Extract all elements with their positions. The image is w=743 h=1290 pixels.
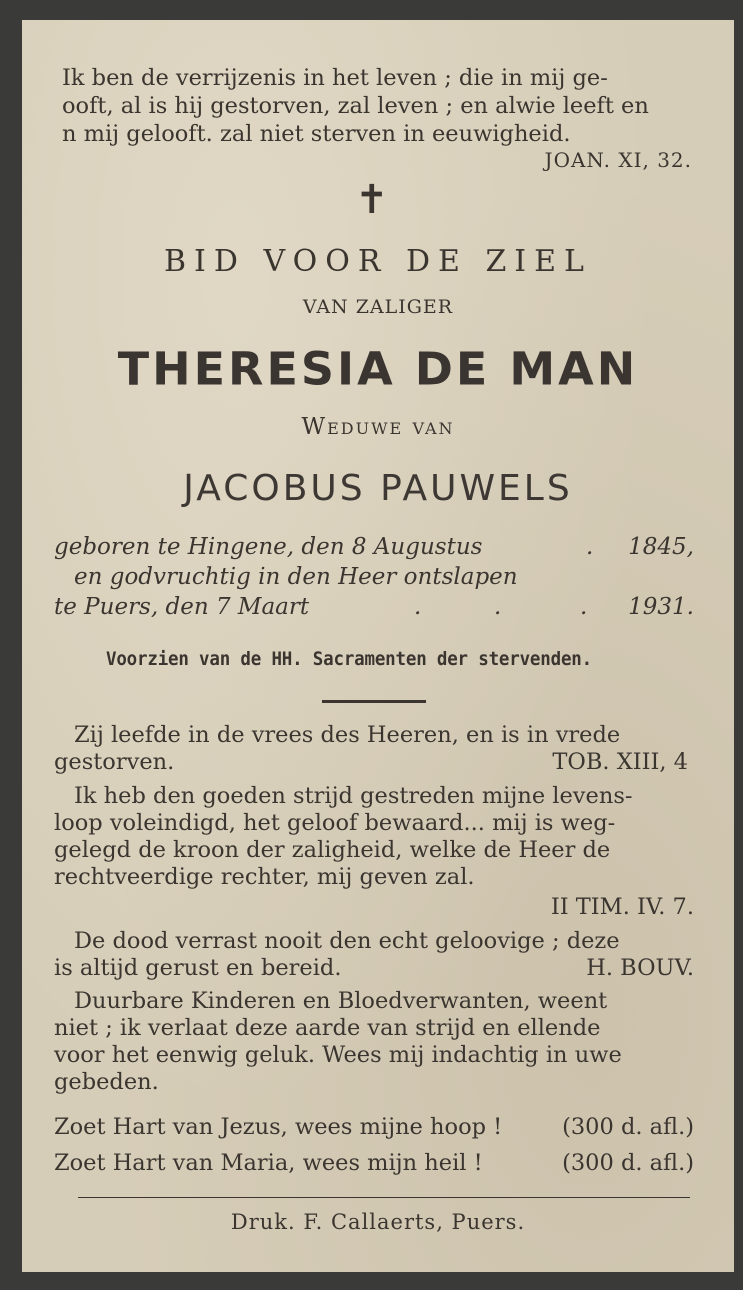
widow-of: Weduwe van — [301, 414, 455, 440]
text-line: De dood verrast nooit den echt geloovige ; deze — [74, 928, 620, 954]
birth-dot: . — [586, 534, 594, 560]
text-line: voor het eenwig geluk. Wees mij indachtig in uwe — [54, 1042, 622, 1068]
text-line: gebeden. — [54, 1069, 159, 1095]
prayer-text: Zoet Hart van Jezus, wees mijne hoop ! — [54, 1114, 503, 1140]
text-line: niet ; ik verlaat deze aarde van strijd en ellende — [54, 1015, 601, 1041]
text-reference: II TIM. IV. 7. — [550, 894, 694, 920]
scripture-line: ooft, al is hij gestorven, zal leven ; en alwie leeft en — [62, 93, 649, 119]
deceased-name: THERESIA DE MAN — [117, 342, 639, 396]
scripture-reference: JOAN. XI, 32. — [544, 148, 692, 172]
prayer-text: Zoet Hart van Maria, wees mijn heil ! — [54, 1150, 483, 1176]
text-line: is altijd gerust en bereid. — [54, 955, 342, 981]
husband-name: JACOBUS PAUWELS — [183, 468, 573, 509]
death-dot: . — [494, 594, 502, 620]
footer-divider — [78, 1197, 690, 1198]
death-dot: . — [414, 594, 422, 620]
death-year: 1931. — [628, 594, 694, 620]
text-line: loop voleindigd, het geloof bewaard... mij is weg- — [54, 810, 616, 836]
prayer-indulgence: (300 d. afl.) — [562, 1114, 694, 1140]
birth-text: geboren te Hingene, den 8 Augustus — [54, 534, 483, 560]
text-reference: TOB. XIII, 4 — [552, 749, 688, 775]
ornamental-rule — [322, 700, 426, 703]
scripture-line: Ik ben de verrijzenis in het leven ; die in mij ge- — [62, 65, 608, 91]
death-intro: en godvruchtig in den Heer ontslapen — [74, 564, 518, 590]
text-line: Duurbare Kinderen en Bloedverwanten, weent — [74, 988, 608, 1014]
text-line: Ik heb den goeden strijd gestreden mijne levens- — [74, 783, 633, 809]
death-dot: . — [580, 594, 588, 620]
death-text: te Puers, den 7 Maart — [54, 594, 310, 620]
text-line: Zij leefde in de vrees des Heeren, en is in vrede — [74, 722, 621, 748]
birth-year: 1845, — [628, 534, 694, 560]
memorial-card — [22, 20, 734, 1272]
cross-icon: ✝ — [355, 177, 389, 223]
prayer-indulgence: (300 d. afl.) — [562, 1150, 694, 1176]
sacraments-line: Voorzien van de HH. Sacramenten der stervenden. — [106, 648, 592, 670]
printer-credit: Druk. F. Callaerts, Puers. — [230, 1210, 526, 1234]
van-zaliger: VAN ZALIGER — [302, 296, 454, 318]
prayer-heading: BID VOOR DE ZIEL — [164, 244, 592, 279]
text-reference: H. BOUV. — [586, 955, 694, 981]
text-line: gelegd de kroon der zaligheid, welke de Heer de — [54, 837, 611, 863]
text-line: rechtveerdige rechter, mij geven zal. — [54, 864, 475, 890]
text-line: gestorven. — [54, 749, 175, 775]
scripture-line: n mij gelooft. zal niet sterven in eeuwigheid. — [62, 121, 571, 147]
